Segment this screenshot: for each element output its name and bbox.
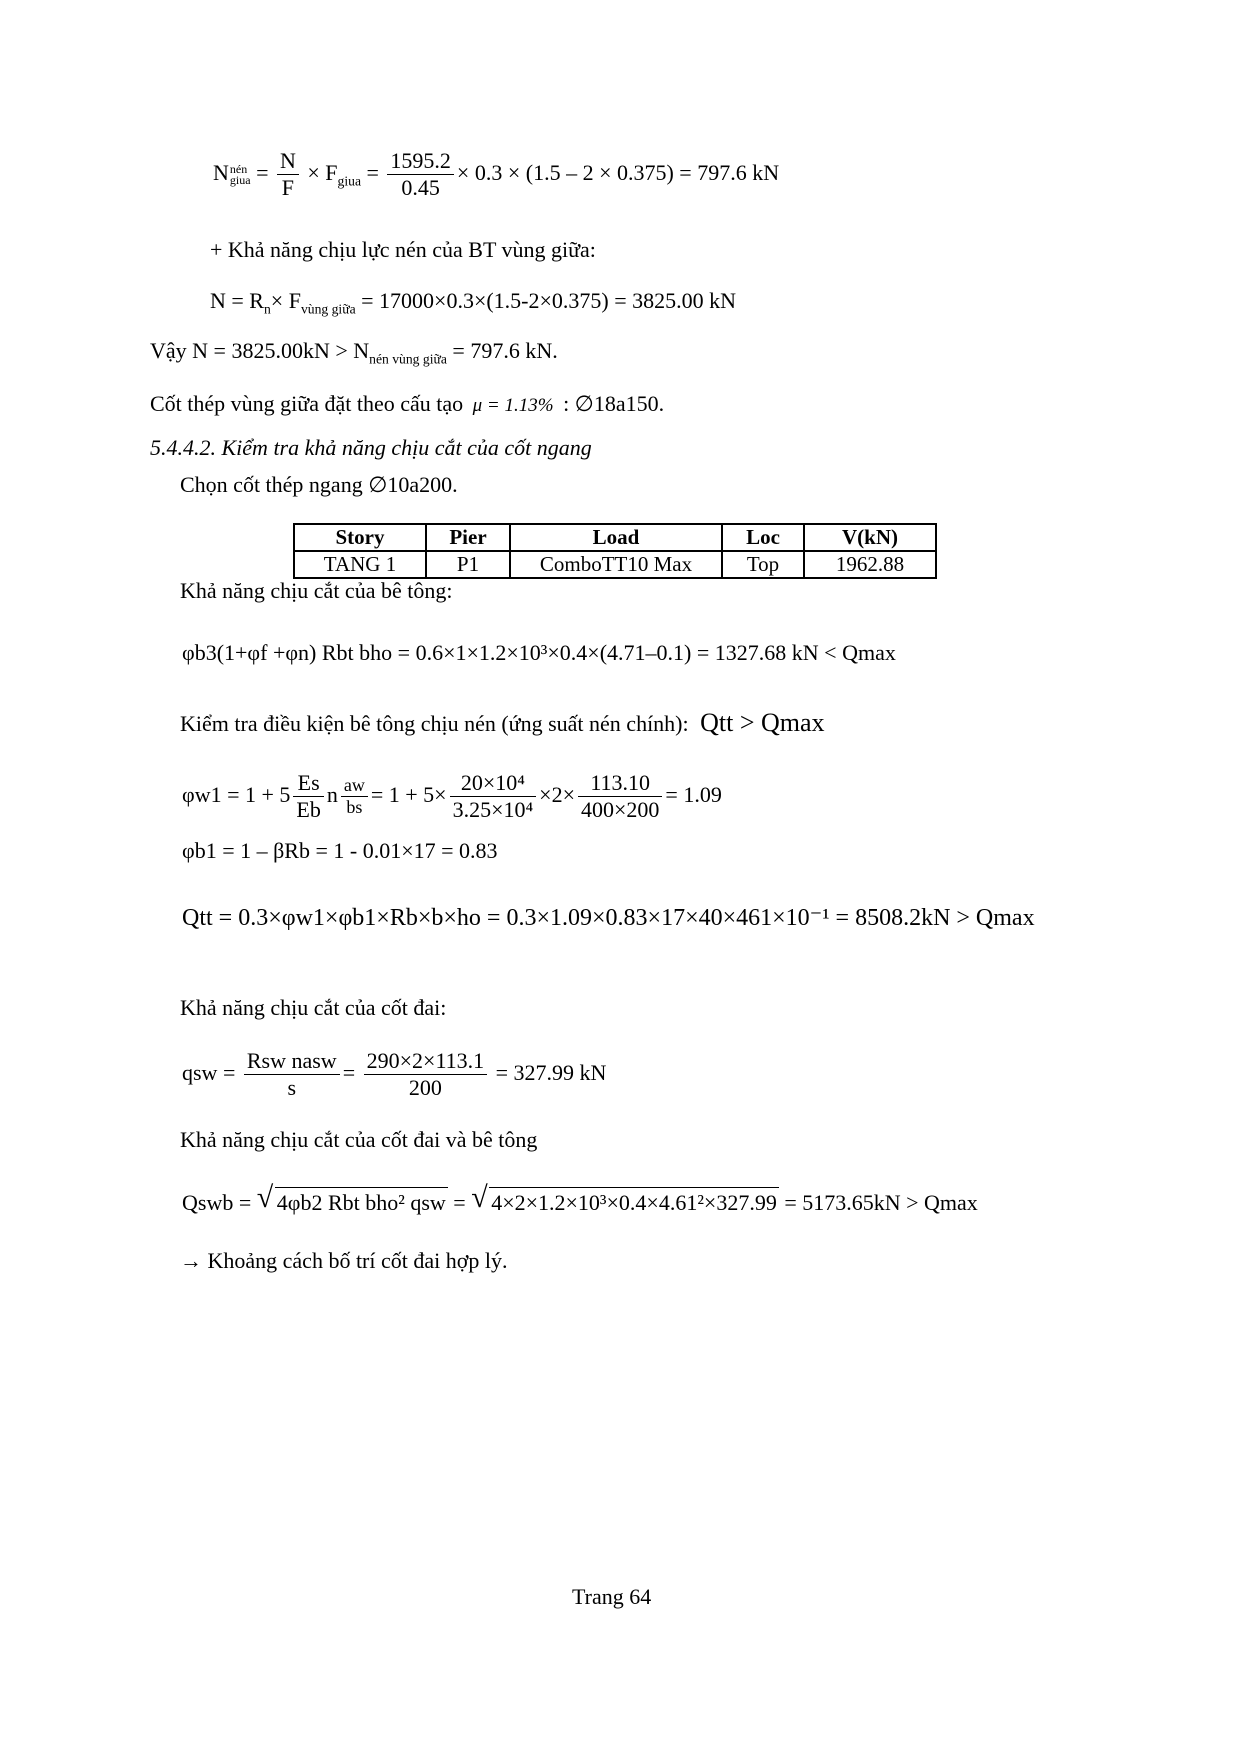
final-note: → Khoảng cách bố trí cốt đai hợp lý. [180, 1248, 508, 1273]
mu-value: μ = 1.13% [472, 395, 554, 416]
cell: ComboTT10 Max [510, 551, 722, 578]
conclusion-line: Vậy $N = 3825.00kN > N_{nén vùng giữa} = 797.6$ kN. [150, 338, 558, 367]
shear-table [293, 523, 937, 579]
table-header-row [294, 524, 936, 551]
equation-qtt: Qtt = 0.3×φw1×φb1×Rb×b×ho = 0.3×1.09×0.83×17×40×461×10⁻¹ = 8508.2kN > Qmax [182, 905, 1035, 931]
concrete-shear-label: Khả năng chịu cắt của bê tông: [180, 578, 453, 603]
rebar-note: Cốt thép vùng giữa đặt theo cấu tạo μ = 1.13% : ∅18a150. [150, 391, 665, 416]
cell: TANG 1 [294, 551, 426, 578]
cell: 1962.88 [804, 551, 936, 578]
choose-rebar: Chọn cốt thép ngang ∅10a200. [180, 472, 458, 497]
equation-capacity: $N = R_n\times F_{vùng giữa} = 17000\times 0.3\times(1.5-2\times 0.375) = 3825.00$ kN [210, 288, 737, 317]
n-sub: giua [229, 172, 251, 187]
heading-compression: + Khả năng chịu lực nén của BT vùng giữa: [210, 237, 596, 262]
equation-phi-w1: φw1 = 1 + 5 $\frac{Es}{Eb}$ n $\frac{aw}{bs}$ = 1 + 5× $\frac{\text{20×10⁴}}{\text{3.25×10⁴}}$ ×2× $\frac{113.10}{400\times 200}$ = 1.09 [182, 770, 722, 823]
equation-phi-b1: φb1 = 1 – βRb = 1 - 0.01×17 = 0.83 [182, 838, 498, 863]
check-condition: Kiểm tra điều kiện bê tông chịu nén (ứng suất nén chính): Qtt > Qmax [180, 708, 825, 737]
check-expr: Qtt > Qmax [700, 708, 825, 737]
col-load: Load [510, 524, 722, 551]
fraction-n-over-f: $\frac{N}{F}$ [277, 148, 299, 202]
col-loc: Loc [722, 524, 804, 551]
page-footer: Trang 64 [572, 1584, 652, 1609]
fraction-1595: $\frac{1595.2}{0.45}$ [387, 148, 454, 202]
equation-n-nen-giua: N nén giua = $\frac{N}{F}$ × $F_{giua}$ = $\frac{1595.2}{0.45}$ × 0.3 × (1.5 – 2 × 0.375) = 797.6 kN [213, 148, 780, 201]
col-story: Story [294, 524, 426, 551]
col-v: V(kN) [804, 524, 936, 551]
equation-concrete-shear: φb3(1+φf +φn) Rbt bho = 0.6×1×1.2×10³×0.4×(4.71–0.1) = 1327.68 kN < Qmax [182, 640, 896, 665]
stirrup-label: Khả năng chịu cắt của cốt đai: [180, 995, 447, 1020]
sqrt-numeric: √ 4×2×1.2×10³×0.4×4.61²×327.99 [471, 1187, 779, 1215]
cell: P1 [426, 551, 510, 578]
equation-qswb: Qswb = √ 4φb2 Rbt bho² qsw = √ 4×2×1.2×10³×0.4×4.61²×327.99 = 5173.65kN > Qmax [182, 1187, 978, 1215]
equation-qsw: qsw = $\frac{\text{Rsw nasw}}{s}$ = $\frac{290\times 2\times 113.1}{200}$ = 327.99 kN [182, 1048, 607, 1101]
section-heading: 5.4.4.2. Kiểm tra khả năng chịu cắt của cốt ngang [150, 435, 592, 460]
sqrt-symbolic: √ 4φb2 Rbt bho² qsw [257, 1187, 448, 1215]
col-pier: Pier [426, 524, 510, 551]
table-row [294, 551, 936, 578]
combined-label: Khả năng chịu cắt của cốt đai và bê tông [180, 1127, 538, 1152]
n-sup: nén [229, 162, 248, 177]
cell: Top [722, 551, 804, 578]
eq-tail: × 0.3 × (1.5 – 2 × 0.375) = 797.6 kN [456, 159, 780, 185]
